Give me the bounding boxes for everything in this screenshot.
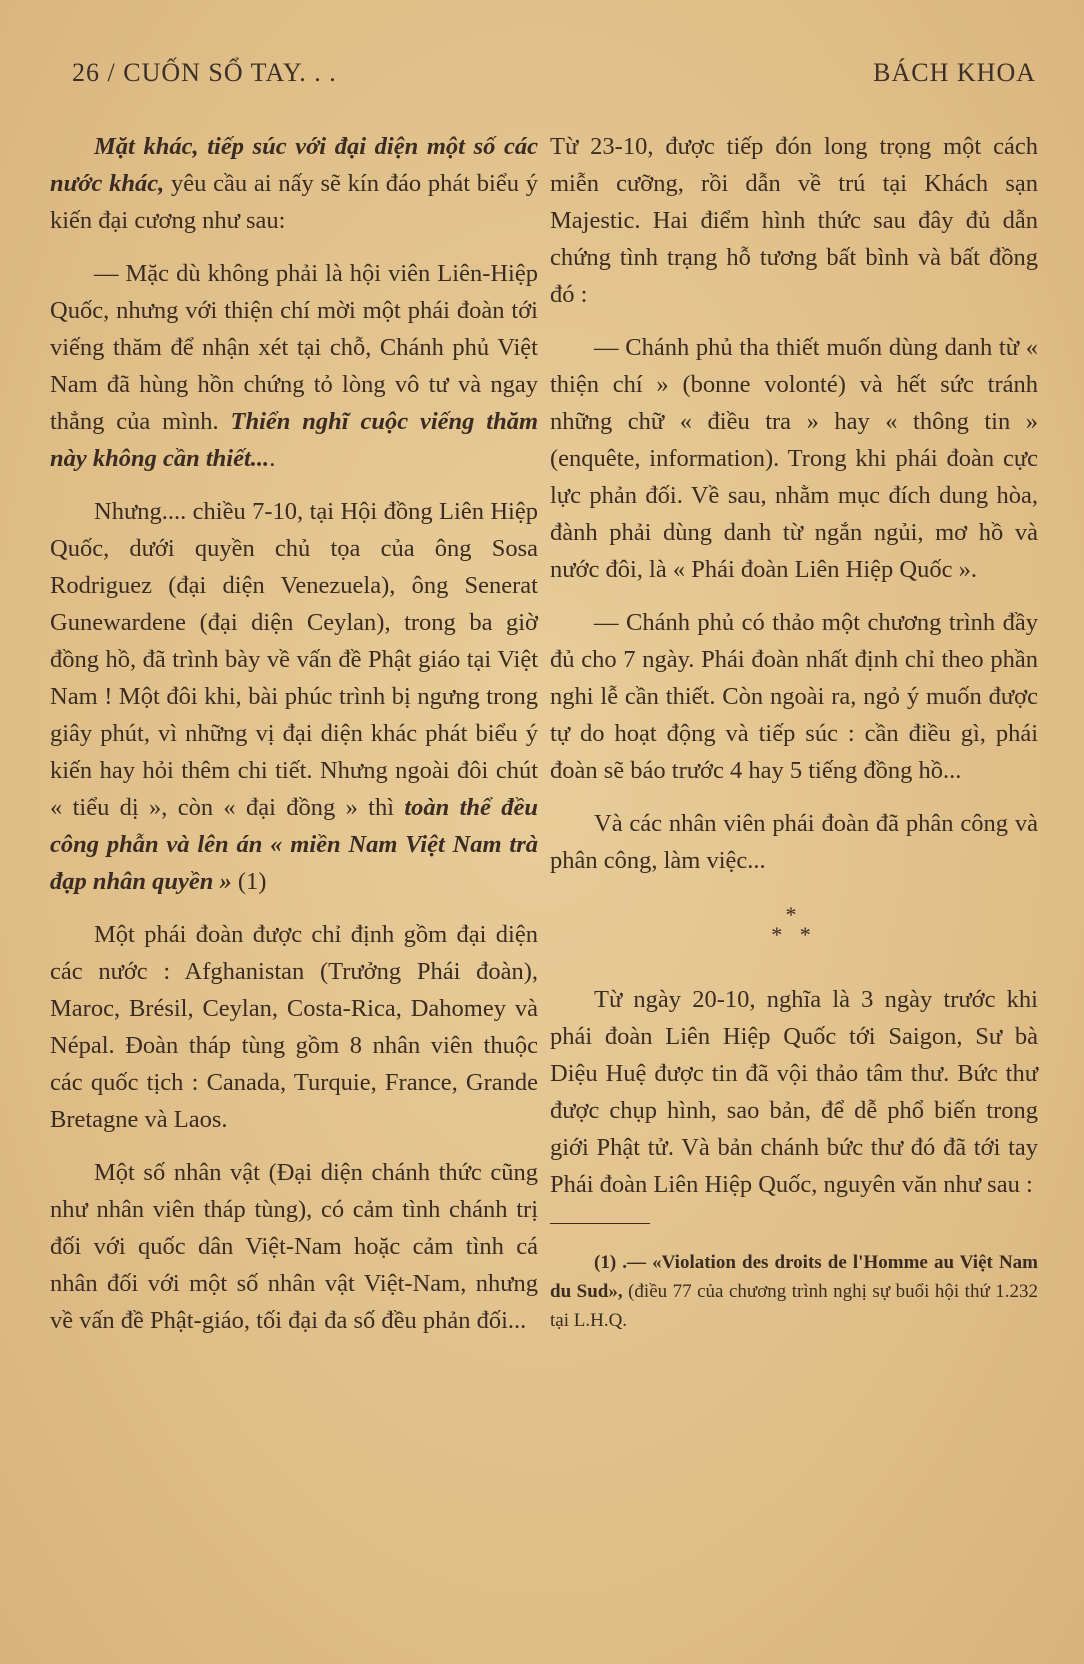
- footnote-quote: «Violation des droits de l'Homme au Việt Nam du Sud»,: [550, 1252, 1038, 1302]
- page-header: [72, 58, 1036, 98]
- footnote-divider: [550, 1223, 650, 1224]
- section-separator: * * *: [771, 902, 817, 947]
- right-column: [550, 128, 1038, 1351]
- text: yêu cầu ai nấy sẽ kín đáo phát biểu ý kiến đại cương như sau:: [50, 170, 538, 234]
- paragraph: [50, 128, 538, 239]
- text: .: [269, 445, 276, 472]
- paragraph: Một phái đoàn được chỉ định gồm đại diện các nước : Afghanistan (Trưởng Phái đoàn), Maroc, Brésil, Ceylan, Costa-Rica, Dahomey và Népal. Đoàn tháp tùng gồm 8 nhân viên thuộc các quốc tịch : Canada, Turquie, France, Grande Bretagne và Laos.: [50, 921, 538, 1133]
- paragraph: — Chánh phủ tha thiết muốn dùng danh từ « thiện chí » (bonne volonté) và hết sức tránh những chữ « điều tra » hay « thông tin » (enquête, information). Trong khi phái đoàn cực lực phản đối. Về sau, nhằm mục đích dung hòa, đành phải dùng danh từ ngắn ngủi, mơ hồ và nước đôi, là « Phái đoàn Liên Hiệp Quốc ».: [550, 334, 1038, 583]
- header-page-title: 26 / CUỐN SỔ TAY. . .: [72, 58, 337, 87]
- left-column: [50, 128, 538, 1355]
- paragraph: Từ 23-10, được tiếp đón long trọng một cách miễn cưỡng, rồi dẫn về trú tại Khách sạn Majestic. Hai điểm hình thức sau đây đủ dẫn chứng tình trạng hỗ tương bất bình và bất đồng đó :: [550, 133, 1038, 308]
- italic-text: Mặt khác, tiếp súc với đại diện một số các nước khác,: [50, 133, 538, 197]
- paragraph: [50, 493, 538, 900]
- paragraph: Một số nhân vật (Đại diện chánh thức cũng như nhân viên tháp tùng), có cảm tình chánh trị đối với quốc dân Việt-Nam hoặc cảm tình cá nhân đối với một số nhân vật Việt-Nam, nhưng về vấn đề Phật-giáo, tối đại đa số đều phản đối...: [50, 1159, 538, 1334]
- footnote: [550, 1248, 1038, 1335]
- footnote-text: (điều 77 của chương trình nghị sự buổi hội thứ 1.232 tại L.H.Q.: [550, 1281, 1038, 1331]
- italic-text: Thiển nghĩ cuộc viếng thăm này không cần thiết...: [50, 408, 538, 472]
- italic-text: toàn thể đều công phẫn và lên án « miền Nam Việt Nam trà đạp nhân quyền »: [50, 794, 538, 895]
- paragraph: Từ ngày 20-10, nghĩa là 3 ngày trước khi phái đoàn Liên Hiệp Quốc tới Saigon, Sư bà Diệu Huệ được tin đã vội thảo tâm thư. Bức thư được chụp hình, sao bản, để dễ phổ biến trong giới Phật tử. Và bản chánh bức thư đó đã tới tay Phái đoàn Liên Hiệp Quốc, nguyên văn như sau :: [550, 986, 1038, 1198]
- header-magazine-name: BÁCH KHOA: [873, 58, 1036, 87]
- paragraph: [50, 255, 538, 477]
- paragraph: — Chánh phủ có thảo một chương trình đầy đủ cho 7 ngày. Phái đoàn nhất định chỉ theo phần nghi lễ cần thiết. Còn ngoài ra, ngỏ ý muốn được tự do hoạt động và tiếp súc : cần điều gì, phái đoàn sẽ báo trước 4 hay 5 tiếng đồng hồ...: [550, 609, 1038, 784]
- footnote-label: (1) .—: [594, 1252, 647, 1273]
- paragraph: Và các nhân viên phái đoàn đã phân công và phân công, làm việc...: [550, 810, 1038, 874]
- text: — Mặc dù không phải là hội viên Liên-Hiệp Quốc, nhưng với thiện chí mời một phái đoàn tới viếng thăm để nhận xét tại chỗ, Chánh phủ Việt Nam đã hùng hồn chứng tỏ lòng vô tư và ngay thẳng của mình.: [50, 260, 538, 435]
- footnote-ref: (1): [231, 868, 267, 895]
- text: Nhưng.... chiều 7-10, tại Hội đồng Liên Hiệp Quốc, dưới quyền chủ tọa của ông Sosa Rodriguez (đại diện Venezuela), ông Senerat Gunewardene (đại diện Ceylan), trong ba giờ đồng hồ, đã trình bày về vấn đề Phật giáo tại Việt Nam ! Một đôi khi, bài phúc trình bị ngưng trong giây phút, vì những vị đại diện khác phát biểu ý kiến hay hỏi thêm chi tiết. Nhưng ngoài đôi chút « tiểu dị », còn « đại đồng » thì: [50, 498, 538, 821]
